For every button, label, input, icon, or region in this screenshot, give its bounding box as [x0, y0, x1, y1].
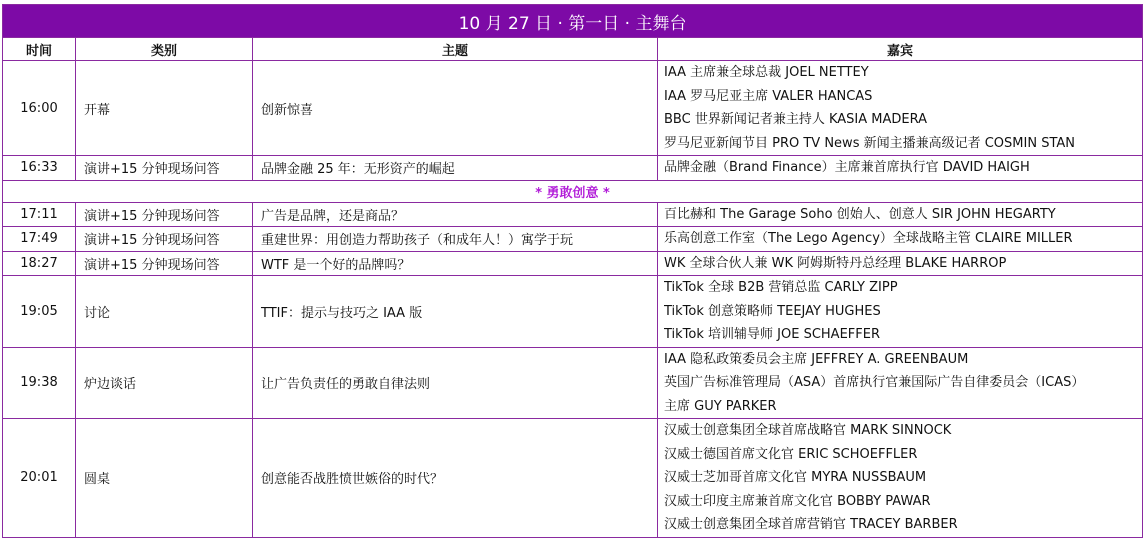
guest-line: 汉威士德国首席文化官 ERIC SCHOEFFLER — [664, 446, 918, 462]
session-time: 16:00 — [3, 61, 76, 156]
guest-line: 汉威士芝加哥首席文化官 MYRA NUSSBAUM — [664, 470, 927, 485]
guest-line: IAA 隐私政策委员会主席 JEFFREY A. GREENBAUM — [664, 351, 969, 367]
schedule-title: 10 月 27 日 · 第一日 · 主舞台 — [3, 5, 1143, 38]
table-row — [3, 276, 1143, 348]
session-guests — [658, 276, 1143, 348]
guest-line: 汉威士创意集团全球首席营销官 TRACEY BARBER — [664, 517, 958, 532]
session-time: 17:11 — [3, 202, 76, 227]
guest-line: 罗马尼亚新闻节目 PRO TV News 新闻主播兼高级记者 COSMIN STAN — [664, 135, 1075, 151]
guest-line: 英国广告标准管理局（ASA）首席执行官兼国际广告自律委员会（ICAS） — [664, 375, 1085, 390]
session-guests — [658, 419, 1143, 538]
table-row — [3, 61, 1143, 156]
guest-line: 品牌金融（Brand Finance）主席兼首席执行官 DAVID HAIGH — [664, 160, 1030, 175]
header-row — [3, 38, 1143, 61]
guest-line: 百比赫和 The Garage Soho 创始人、创意人 SIR JOHN HEGARTY — [664, 206, 1056, 222]
session-time: 17:49 — [3, 227, 76, 252]
guest-line: TikTok 创意策略师 TEEJAY HUGHES — [664, 303, 881, 319]
guest-line: BBC 世界新闻记者兼主持人 KASIA MADERA — [664, 112, 927, 127]
session-guests — [658, 61, 1143, 156]
session-category: 演讲+15 分钟现场问答 — [76, 156, 253, 181]
guest-line: WK 全球合伙人兼 WK 阿姆斯特丹总经理 BLAKE HARROP — [664, 255, 1007, 271]
session-time: 20:01 — [3, 419, 76, 538]
guest-line: IAA 罗马尼亚主席 VALER HANCAS — [664, 88, 873, 104]
table-row — [3, 227, 1143, 252]
schedule-body-brave-creativity — [3, 202, 1143, 537]
session-topic: 重建世界：用创造力帮助孩子（和成年人！）寓学于玩 — [253, 227, 658, 252]
session-topic: 品牌金融 25 年：无形资产的崛起 — [253, 156, 658, 181]
session-category: 圆桌 — [76, 419, 253, 538]
session-guests — [658, 156, 1143, 181]
session-category: 炉边谈话 — [76, 347, 253, 419]
guest-line: 乐高创意工作室（The Lego Agency）全球战略主管 CLAIRE MILLER — [664, 231, 1073, 246]
guest-line: IAA 主席兼全球总裁 JOEL NETTEY — [664, 65, 869, 80]
session-topic: 让广告负责任的勇敢自律法则 — [253, 347, 658, 419]
guest-line: 汉威士印度主席兼首席文化官 BOBBY PAWAR — [664, 493, 931, 509]
header-topic: 主题 — [253, 38, 658, 61]
session-time: 19:38 — [3, 347, 76, 419]
session-topic: 广告是品牌，还是商品？ — [253, 202, 658, 227]
schedule-body-opening — [3, 61, 1143, 181]
session-guests — [658, 202, 1143, 227]
session-time: 16:33 — [3, 156, 76, 181]
table-row — [3, 156, 1143, 181]
session-guests — [658, 227, 1143, 252]
session-guests — [658, 251, 1143, 276]
title-row — [3, 5, 1143, 38]
session-topic: 创新惊喜 — [253, 61, 658, 156]
section-row — [3, 180, 1143, 202]
guest-line: TikTok 全球 B2B 营销总监 CARLY ZIPP — [664, 280, 898, 295]
session-topic: 创意能否战胜愤世嫉俗的时代？ — [253, 419, 658, 538]
session-category: 讨论 — [76, 276, 253, 348]
session-category: 演讲+15 分钟现场问答 — [76, 202, 253, 227]
session-topic: WTF 是一个好的品牌吗？ — [253, 251, 658, 276]
schedule-sheet — [2, 4, 1142, 538]
header-guests: 嘉宾 — [658, 38, 1143, 61]
schedule-table — [2, 4, 1143, 538]
section-heading: * 勇敢创意 * — [3, 180, 1143, 202]
table-row — [3, 202, 1143, 227]
session-category: 演讲+15 分钟现场问答 — [76, 251, 253, 276]
session-guests — [658, 347, 1143, 419]
session-time: 18:27 — [3, 251, 76, 276]
guest-line: TikTok 培训辅导师 JOE SCHAEFFER — [664, 327, 880, 342]
session-time: 19:05 — [3, 276, 76, 348]
session-category: 演讲+15 分钟现场问答 — [76, 227, 253, 252]
guest-line: 主席 GUY PARKER — [664, 398, 777, 414]
header-time: 时间 — [3, 38, 76, 61]
guest-line: 汉威士创意集团全球首席战略官 MARK SINNOCK — [664, 423, 952, 438]
table-row — [3, 251, 1143, 276]
table-row — [3, 347, 1143, 419]
header-category: 类别 — [76, 38, 253, 61]
table-row — [3, 419, 1143, 538]
session-topic: TTIF：提示与技巧之 IAA 版 — [253, 276, 658, 348]
session-category: 开幕 — [76, 61, 253, 156]
